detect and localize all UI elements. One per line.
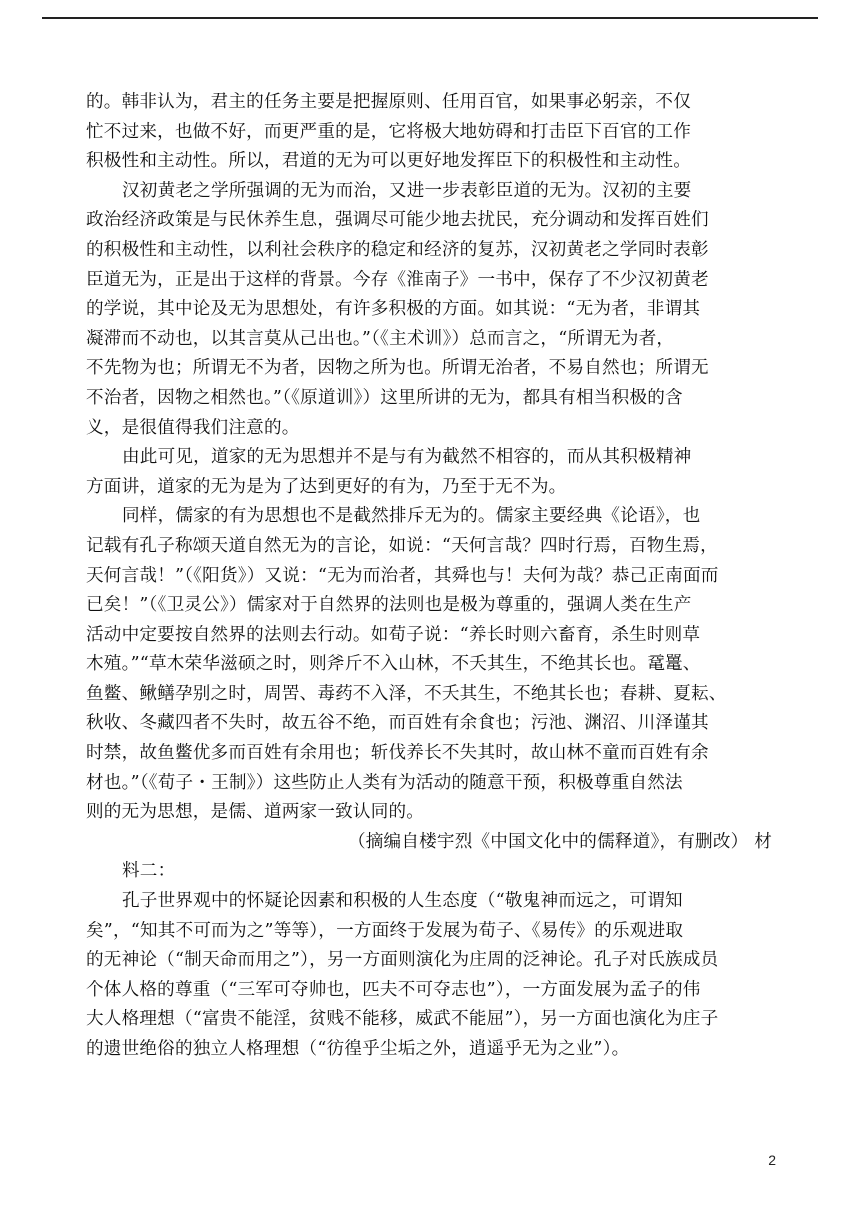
text-line: 木殖。”“草木荣华滋硕之时，则斧斤不入山林，不夭其生，不绝其长也。鼋鼍、 <box>86 654 701 675</box>
text-line: 时禁，故鱼鳖优多而百姓有余用也；斩伐养长不失其时，故山林不童而百姓有余 <box>86 743 709 764</box>
text-line: 的。韩非认为，君主的任务主要是把握原则、任用百官，如果事必躬亲，不仅 <box>86 92 691 112</box>
text-line: 的学说，其中论及无为思想处，有许多积极的方面。如其说：“无为者，非谓其 <box>86 299 701 320</box>
text-line: 天何言哉！”（《阳货》）又说：“无为而治者，其舜也与！夫何为哉？恭己正南面而 <box>86 565 719 586</box>
paragraph-first-line: 由此可见，道家的无为思想并不是与有为截然不相容的，而从其积极精神 <box>122 447 692 468</box>
text-line: 忙不过来，也做不好，而更严重的是，它将极大地妨碍和打击臣下百官的工作 <box>86 121 691 142</box>
material-label: 料二： <box>122 861 176 882</box>
text-line: 政治经济政策是与民休养生息，强调尽可能少地去扰民，充分调动和发挥百姓们 <box>86 210 709 231</box>
text-line: 活动中定要按自然界的法则去行动。如荀子说：“养长时则六畜育，杀生时则草 <box>86 624 701 645</box>
paragraph-first-line: 孔子世界观中的怀疑论因素和积极的人生态度（“敬鬼神而远之，可谓知 <box>122 891 683 912</box>
source-citation: （摘编自楼宇烈《中国文化中的儒释道》，有删改） 材 <box>347 831 772 852</box>
text-line: 积极性和主动性。所以，君道的无为可以更好地发挥臣下的积极性和主动性。 <box>86 151 691 172</box>
paragraph-first-line: 同样，儒家的有为思想也不是截然排斥无为的。儒家主要经典《论语》，也 <box>122 506 701 527</box>
text-line: 方面讲，道家的无为是为了达到更好的有为，乃至于无不为。 <box>86 476 567 497</box>
text-line: 凝滞而不动也，以其言莫从己出也。”（《主术训》）总而言之，“所谓无为者， <box>86 328 675 349</box>
text-line: 个体人格的尊重（“三军可夺帅也，匹夫不可夺志也”），一方面发展为孟子的伟 <box>86 979 701 1000</box>
text-line: 义，是很值得我们注意的。 <box>86 417 300 438</box>
paragraph-first-line: 汉初黄老之学所强调的无为而治，又进一步表彰臣道的无为。汉初的主要 <box>122 180 692 201</box>
document-body <box>86 88 776 1065</box>
text-line: 矣”，“知其不可而为之”等等），一方面终于发展为荀子、《易传》的乐观进取 <box>86 920 684 941</box>
text-line: 秋收、冬藏四者不失时，故五谷不绝，而百姓有余食也；污池、渊沼、川泽谨其 <box>86 713 709 734</box>
text-line: 鱼鳖、鳅鳝孕别之时，周罟、毒药不入泽，不夭其生，不绝其长也；春耕、夏耘、 <box>86 683 727 704</box>
text-line: 已矣！”（《卫灵公》）儒家对于自然界的法则也是极为尊重的，强调人类在生产 <box>86 595 692 616</box>
text-line: 的无神论（“制天命而用之”），另一方面则演化为庄周的泛神论。孔子对氏族成员 <box>86 950 719 971</box>
text-line: 记载有孔子称颂天道自然无为的言论，如说：“天何言哉？四时行焉，百物生焉， <box>86 535 718 556</box>
text-line: 大人格理想（“富贵不能淫，贫贱不能移，威武不能屈”），另一方面也演化为庄子 <box>86 1009 719 1030</box>
text-line: 臣道无为，正是出于这样的背景。今存《淮南子》一书中，保存了不少汉初黄老 <box>86 269 709 290</box>
text-line: 的遗世绝俗的独立人格理想（“彷徨乎尘垢之外，逍遥乎无为之业”）。 <box>86 1039 630 1059</box>
page-number: 2 <box>768 1152 776 1168</box>
text-line: 不先物为也；所谓无不为者，因物之所为也。所谓无治者，不易自然也；所谓无 <box>86 358 709 379</box>
text-line: 不治者，因物之相然也。”（《原道训》）这里所讲的无为，都具有相当积极的含 <box>86 387 683 408</box>
text-line: 则的无为思想，是儒、道两家一致认同的。 <box>86 802 425 823</box>
text-line: 的积极性和主动性，以利社会秩序的稳定和经济的复苏，汉初黄老之学同时表彰 <box>86 239 709 260</box>
header-rule <box>42 17 818 19</box>
text-line: 材也。”（《荀子・王制》）这些防止人类有为活动的随意干预，积极尊重自然法 <box>86 772 683 793</box>
